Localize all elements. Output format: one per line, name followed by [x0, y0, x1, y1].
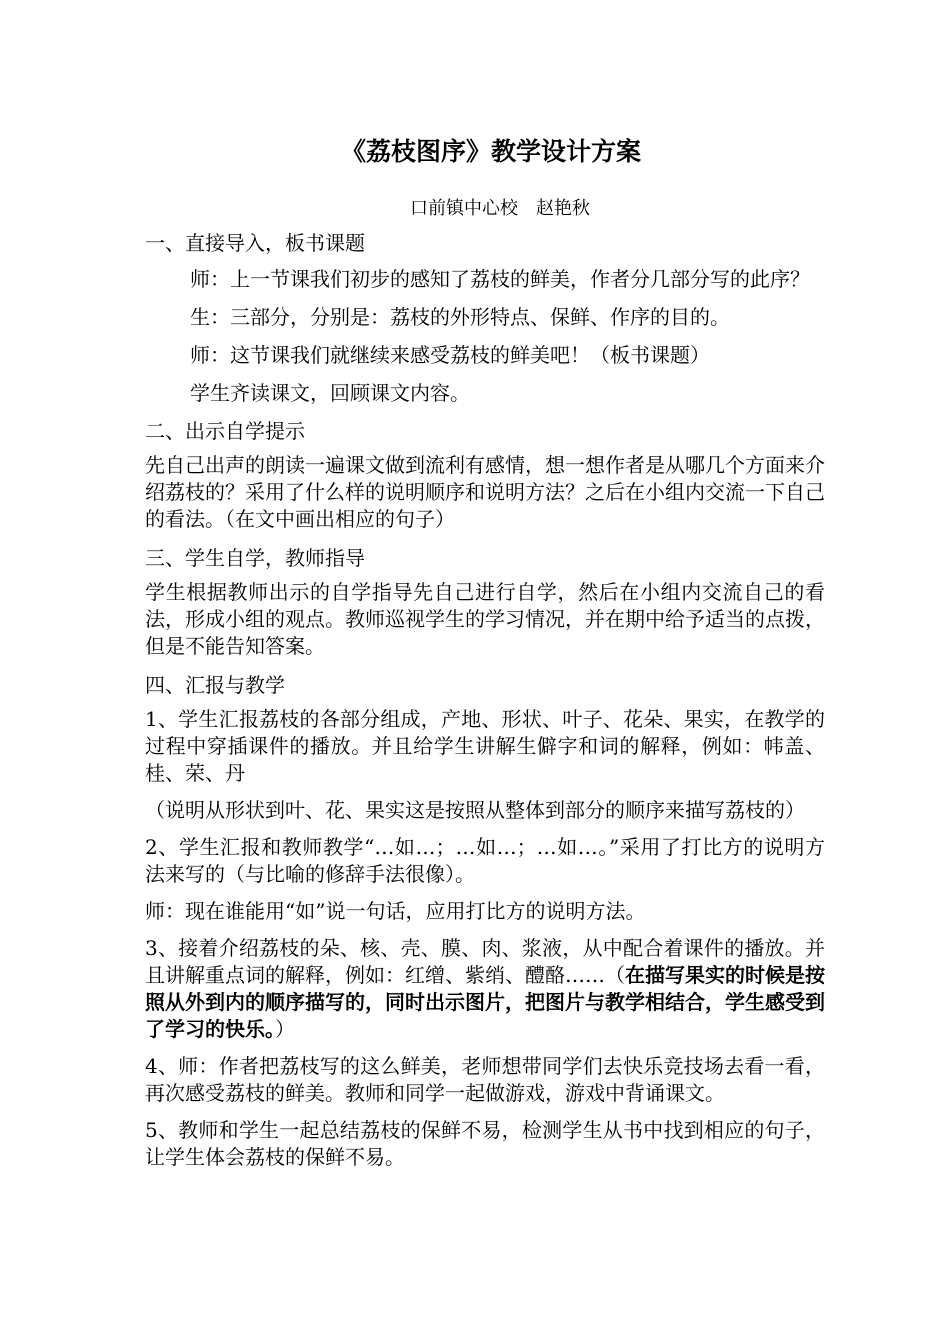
section-heading-3: 三、学生自学，教师指导	[145, 546, 365, 570]
dialogue-line: 学生齐读课文，回顾课文内容。	[190, 381, 470, 405]
document-title: 《荔枝图序》教学设计方案	[340, 137, 641, 166]
item-text: 3、接着介绍荔枝的朵、核、壳、膜、肉、浆液，从中配合着课件的播放。并且讲解重点词的解释，例如：红缯、紫绡、醴酪……（	[145, 936, 825, 987]
dialogue-line: 师：上一节课我们初步的感知了荔枝的鲜美，作者分几部分写的此序？	[190, 267, 810, 291]
document-body	[145, 132, 825, 1181]
list-item: 4、师：作者把荔枝写的这么鲜美，老师想带同学们去快乐竞技场去看一看，再次感受荔枝的鲜美。教师和同学一起做游戏，游戏中背诵课文。	[145, 1054, 825, 1105]
list-item: 2、学生汇报和教师教学“…如…；…如…；…如…。”采用了打比方的说明方法来写的（与比喻的修辞手法很像）。	[145, 835, 825, 886]
item-bold-text: 在描写果实的时候是按照从外到内的顺序描写的，同时出示图片，把图片与教学相结合，学生感受到了学习的快乐。	[145, 963, 825, 1041]
list-item: 5、教师和学生一起总结荔枝的保鲜不易，检测学生从书中找到相应的句子，让学生体会荔枝的保鲜不易。	[145, 1118, 825, 1169]
section-heading-4: 四、汇报与教学	[145, 673, 285, 697]
section-heading-1: 一、直接导入，板书课题	[145, 231, 365, 255]
list-item: 1、学生汇报荔枝的各部分组成，产地、形状、叶子、花朵、果实，在教学的过程中穿插课件的播放。并且给学生讲解生僻字和词的解释，例如：帏盖、桂、荣、丹	[145, 707, 825, 785]
list-item: 师：现在谁能用“如”说一句话，应用打比方的说明方法。	[145, 899, 646, 923]
section-paragraph: 先自己出声的朗读一遍课文做到流利有感情，想一想作者是从哪几个方面来介绍荔枝的？采用了什么样的说明顺序和说明方法？之后在小组内交流一下自己的看法。（在文中画出相应的句子）	[145, 453, 825, 531]
list-item: （说明从形状到叶、花、果实这是按照从整体到部分的顺序来描写荔枝的）	[145, 798, 805, 822]
section-heading-2: 二、出示自学提示	[145, 419, 305, 443]
list-item	[145, 935, 825, 1043]
item-text-end: ）	[275, 1017, 295, 1041]
dialogue-line: 师：这节课我们就继续来感受荔枝的鲜美吧！（板书课题）	[190, 343, 710, 367]
dialogue-line: 生：三部分，分别是：荔枝的外形特点、保鲜、作序的目的。	[190, 305, 730, 329]
section-paragraph: 学生根据教师出示的自学指导先自己进行自学，然后在小组内交流自己的看法，形成小组的观点。教师巡视学生的学习情况，并在期中给予适当的点拨，但是不能告知答案。	[145, 580, 825, 658]
author-line: 口前镇中心校 赵艳秋	[410, 198, 590, 219]
